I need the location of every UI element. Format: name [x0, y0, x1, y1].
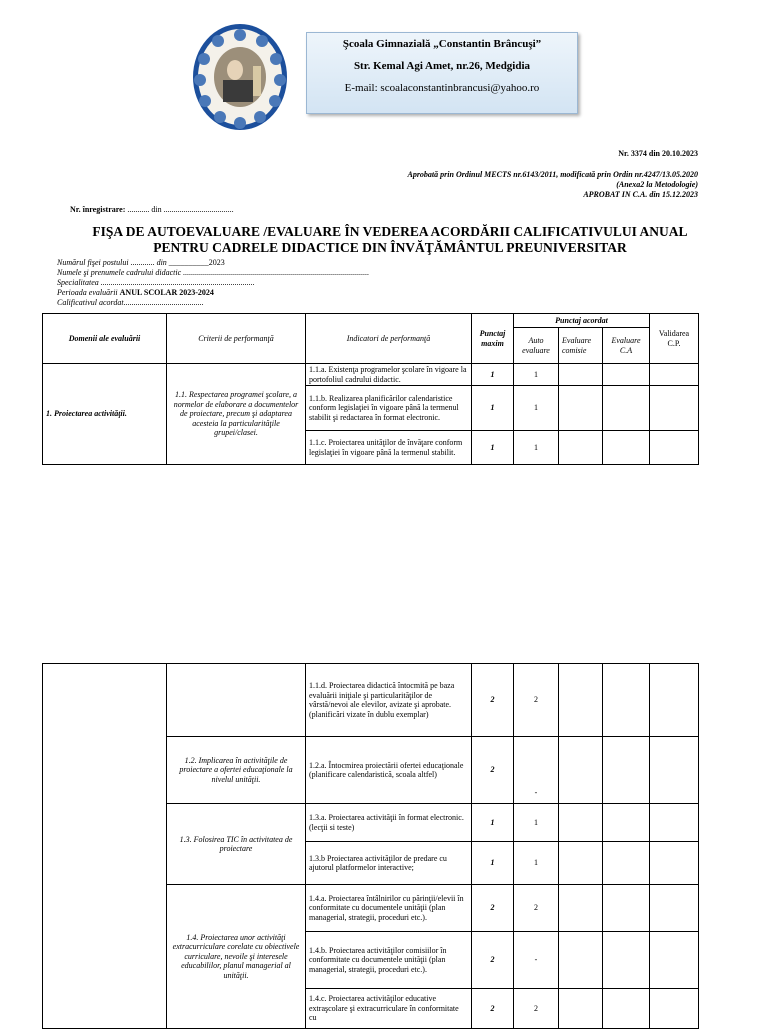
approval-line-1: Aprobată prin Ordinul MECTS nr.6143/2011, modificată prin Ordin nr.4247/13.05.2020: [407, 170, 698, 179]
max-score: 2: [472, 737, 514, 804]
meta-block: [57, 258, 369, 308]
auto-score: -: [514, 737, 559, 804]
auto-score: -: [514, 932, 559, 989]
header-auto: Auto evaluare: [514, 328, 559, 364]
max-score: 2: [472, 885, 514, 932]
header-punctaj-maxim: Punctaj maxim: [472, 314, 514, 364]
title-line-2: PENTRU CADRELE DIDACTICE DIN ÎNVĂŢĂMÂNTUL PREUNIVERSITAR: [153, 240, 627, 255]
school-header-box: [306, 32, 578, 114]
document-number: Nr. 3374 din 20.10.2023: [618, 149, 698, 158]
registration-line: [70, 205, 234, 214]
auto-score: 1: [514, 804, 559, 842]
approval-note: [300, 170, 698, 200]
header-punctaj-acordat: Punctaj acordat: [514, 314, 650, 328]
indicator-cell: 1.2.a. Întocmirea proiectării ofertei educaţionale (planificare calendaristică, scoala altfel): [306, 737, 472, 804]
criterion-1-4: 1.4. Proiectarea unor activităţi extracurriculare corelate cu obiectivele curriculare, nevoile şi interesele educabililor, planul managerial al unităţii.: [167, 885, 306, 1029]
approval-line-3: APROBAT IN C.A. din 15.12.2023: [583, 190, 698, 199]
criterion-1-2: 1.2. Implicarea în activităţile de proiectare a ofertei educaţionale la nivelul unităţii.: [167, 737, 306, 804]
max-score: 2: [472, 664, 514, 737]
indicator-cell: 1.1.d. Proiectarea didactică întocmită pe baza evaluării iniţiale şi particularităţilor de vârstă/nevoi ale elevilor, avizate şi aprobate. (planificări vizate în dublu exemplar): [306, 664, 472, 737]
auto-score: 2: [514, 989, 559, 1029]
school-email: E-mail: scoalaconstantinbrancusi@yahoo.ro: [344, 82, 540, 94]
auto-score: 1: [514, 364, 559, 386]
max-score: 1: [472, 804, 514, 842]
indicator-cell: 1.4.a. Proiectarea întâlnirilor cu părinţii/elevii în conformitate cu documentele unităţii (plan managerial, strategii, proceduri etc.).: [306, 885, 472, 932]
indicator-cell: 1.4.c. Proiectarea activităţilor educative extraşcolare şi extracurriculare în conformitate cu: [306, 989, 472, 1029]
indicator-cell: 1.3.b Proiectarea activităţilor de predare cu ajutorul platformelor interactive;: [306, 842, 472, 885]
auto-score: 1: [514, 842, 559, 885]
header-comisie: Evaluare comisie: [559, 328, 603, 364]
max-score: 1: [472, 386, 514, 431]
criterion-1-3: 1.3. Folosirea TIC în activitatea de proiectare: [167, 804, 306, 885]
header-domenii: Domenii ale evaluării: [43, 314, 167, 364]
evaluation-table-1: [42, 313, 699, 465]
indicator-cell: 1.3.a. Proiectarea activităţii în format electronic. (lecţii si teste): [306, 804, 472, 842]
approval-line-2: (Anexa2 la Metodologie): [616, 180, 698, 189]
auto-score: 2: [514, 885, 559, 932]
max-score: 2: [472, 932, 514, 989]
indicator-cell: 1.1.c. Proiectarea unităţilor de învăţare conform legislaţiei în vigoare până la termenul stabilit.: [306, 431, 472, 465]
meta-period: Perioada evaluării ANUL SCOLAR 2023-2024: [57, 288, 214, 297]
school-name: Şcoala Gimnazială „Constantin Brâncuşi”: [342, 38, 542, 50]
registration-fill: ........... din ...................................: [125, 205, 234, 214]
header-criterii: Criterii de performanţă: [167, 314, 306, 364]
school-address: Str. Kemal Agi Amet, nr.26, Medgidia: [353, 60, 531, 72]
page-title: [40, 224, 740, 256]
auto-score: 2: [514, 664, 559, 737]
criterion-1-1: 1.1. Respectarea programei şcolare, a normelor de elaborare a documentelor de proiectare, precum şi adaptarea acesteia la particularităţile grupei/clasei.: [167, 364, 306, 465]
meta-name: Numele şi prenumele cadrului didactic .............................................................................................: [57, 268, 370, 277]
indicator-cell: 1.1.b. Realizarea planificărilor calendaristice conform legislaţiei în vigoare până la termenul stabilit şi redactarea în format electronic.: [306, 386, 472, 431]
max-score: 1: [472, 431, 514, 465]
header-ca: Evaluare C.A: [603, 328, 650, 364]
indicator-cell: 1.4.b. Proiectarea activităţilor comisiilor în conformitate cu documentele unităţii (plan managerial, strategii, proceduri etc.).: [306, 932, 472, 989]
max-score: 2: [472, 989, 514, 1029]
meta-specialty: Specialitatea .............................................................................: [57, 278, 255, 287]
meta-qualification: Calificativul acordat........................................: [57, 298, 204, 307]
header-validarea: Validarea C.P.: [650, 314, 699, 364]
auto-score: 1: [514, 431, 559, 465]
header-indicatori: Indicatori de performanţă: [306, 314, 472, 364]
domain-cell: 1. Proiectarea activităţii.: [43, 364, 167, 465]
evaluation-table-2: [42, 663, 699, 1029]
max-score: 1: [472, 842, 514, 885]
school-logo: [191, 22, 289, 132]
auto-score: 1: [514, 386, 559, 431]
indicator-cell: 1.1.a. Existenţa programelor şcolare în vigoare la portofoliul cadrului didactic.: [306, 364, 472, 386]
max-score: 1: [472, 364, 514, 386]
title-line-1: FIŞA DE AUTOEVALUARE /EVALUARE ÎN VEDEREA ACORDĂRII CALIFICATIVULUI ANUAL: [92, 224, 688, 239]
registration-label: Nr. înregistrare:: [70, 205, 126, 214]
meta-job-sheet: Numărul fişei postului ............ din __________2023: [57, 258, 225, 267]
